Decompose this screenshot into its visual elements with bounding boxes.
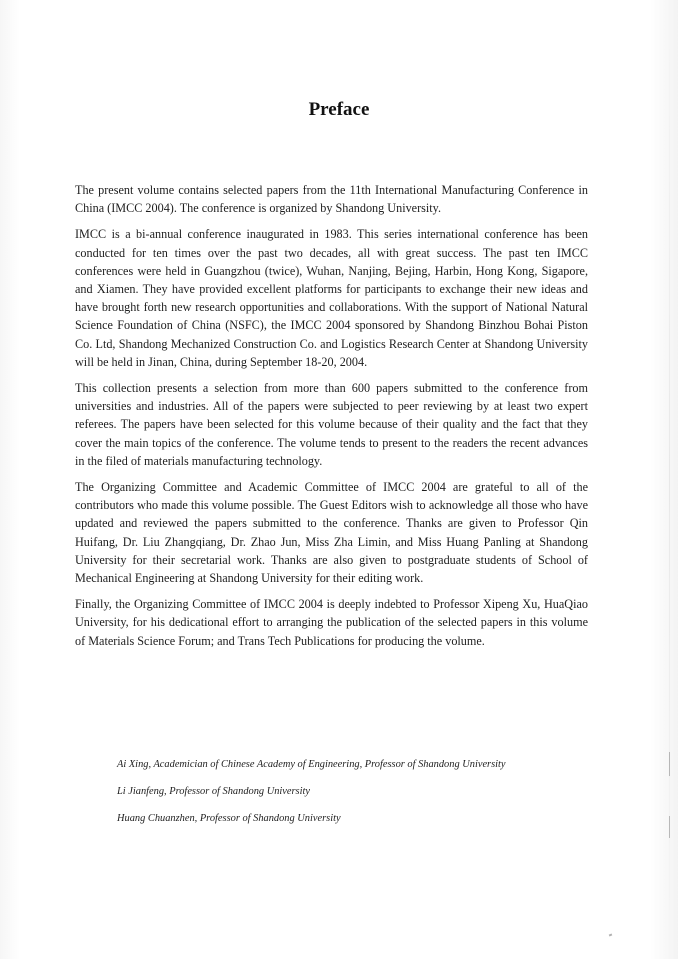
paragraph-collection: This collection presents a selection from more than 600 papers submitted to the conference from universities and industries. All of the papers were subjected to peer reviewing by at least two expert referees. The papers have been selected for this volume because of their quality and the fact that they cover the main topics of the conference. The volume tends to present to the readers the recent advances in the filed of materials manufacturing technology.: [75, 381, 588, 468]
paragraph-closing: Finally, the Organizing Committee of IMCC 2004 is deeply indebted to Professor Xipeng Xu, HuaQiao University, for his dedicational effort to arranging the publication of the selected papers in this volume of Materials Science Forum; and Trans Tech Publications for producing the volume.: [75, 597, 588, 648]
scan-speck: [609, 934, 613, 937]
scan-edge-mark: [669, 816, 670, 838]
page-title: Preface: [308, 99, 370, 120]
signature-ai-xing: Ai Xing, Academician of Chinese Academy of Engineering, Professor of Shandong University: [117, 759, 506, 770]
signature-huang-chuanzhen: Huang Chuanzhen, Professor of Shandong University: [117, 813, 341, 824]
paragraph-acknowledgements: The Organizing Committee and Academic Committee of IMCC 2004 are grateful to all of the contributors who made this volume possible. The Guest Editors wish to acknowledge all those who have updated and reviewed the papers submitted to the conference. Thanks are given to Professor Qin Huifang, Dr. Liu Zhangqiang, Dr. Zhao Jun, Miss Zha Limin, and Miss Huang Panling at Shandong University for their secretarial work. Thanks are also given to postgraduate students of School of Mechanical Engineering at Shandong University for their editing work.: [75, 480, 588, 586]
scan-edge-mark: [669, 752, 670, 776]
signature-block: [117, 758, 587, 839]
signature-li-jianfeng: Li Jianfeng, Professor of Shandong University: [117, 786, 310, 797]
paragraph-intro: The present volume contains selected papers from the 11th International Manufacturing Conference in China (IMCC 2004). The conference is organized by Shandong University.: [75, 183, 588, 216]
preface-body: [75, 181, 588, 658]
paragraph-history: IMCC is a bi-annual conference inaugurated in 1983. This series international conference has been conducted for ten times over the past two decades, all with great success. The past ten IMCC conferences were held in Guangzhou (twice), Wuhan, Nanjing, Bejing, Harbin, Hong Kong, Sigapore, and Xiamen. They have provided excellent platforms for participants to exchange their new ideas and have brought forth new research opportunities and collaborations. With the support of National Natural Science Foundation of China (NSFC), the IMCC 2004 sponsored by Shandong Binzhou Bohai Piston Co. Ltd, Shandong Mechanized Construction Co. and Logistics Research Center at Shandong University will be held in Jinan, China, during September 18-20, 2004.: [75, 227, 588, 369]
